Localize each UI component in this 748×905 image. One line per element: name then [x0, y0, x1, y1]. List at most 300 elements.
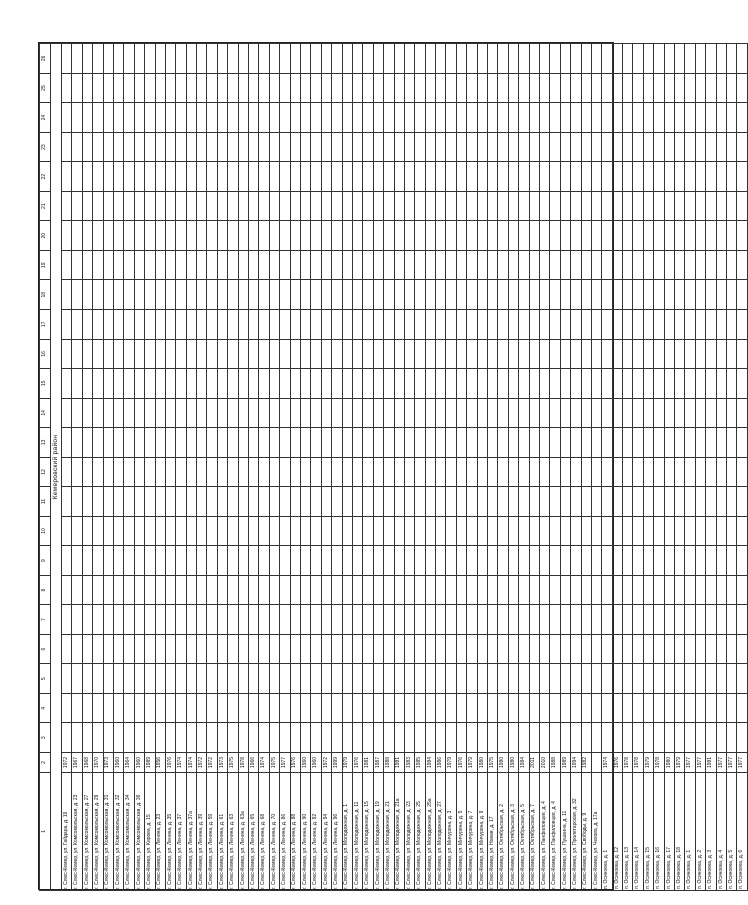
table-cell — [539, 339, 549, 369]
table-cell — [623, 516, 633, 546]
table-cell — [695, 634, 705, 664]
address-cell: п. Осиновка, д. 1 — [602, 773, 612, 891]
table-cell — [737, 339, 747, 369]
table-cell — [675, 44, 685, 74]
table-cell — [72, 280, 82, 310]
table-cell — [436, 221, 446, 251]
table-cell — [103, 487, 113, 517]
table-cell — [498, 191, 508, 221]
table-cell — [706, 428, 716, 458]
table-cell — [436, 634, 446, 664]
table-cell — [550, 103, 560, 133]
table-cell — [176, 73, 186, 103]
table-cell — [727, 575, 737, 605]
table-cell — [124, 723, 134, 753]
table-cell — [332, 575, 342, 605]
table-cell — [373, 723, 383, 753]
table-cell — [550, 339, 560, 369]
table-cell — [228, 44, 238, 74]
table-cell: 1974 — [602, 753, 612, 773]
table-cell — [259, 191, 269, 221]
table-cell — [197, 280, 207, 310]
table-cell — [727, 310, 737, 340]
table-cell — [155, 221, 165, 251]
table-cell — [269, 487, 279, 517]
table-cell — [217, 693, 227, 723]
table-cell — [404, 664, 414, 694]
table-cell — [300, 339, 310, 369]
table-cell — [124, 516, 134, 546]
table-cell — [134, 516, 144, 546]
table-cell — [280, 73, 290, 103]
table-cell — [477, 339, 487, 369]
table-cell — [134, 191, 144, 221]
address-cell: г. Слюс-Кемер, ул. Комсомольская, д. 34 — [124, 773, 134, 891]
table-cell — [321, 369, 331, 399]
table-cell — [321, 44, 331, 74]
table-cell — [467, 457, 477, 487]
table-cell — [352, 605, 362, 635]
table-cell — [519, 44, 529, 74]
table-cell — [82, 664, 92, 694]
table-cell — [363, 103, 373, 133]
table-row — [539, 44, 549, 891]
table-cell — [415, 575, 425, 605]
table-cell: 1966 — [249, 753, 259, 773]
table-cell — [72, 103, 82, 133]
table-cell — [197, 369, 207, 399]
table-cell — [695, 132, 705, 162]
address-cell: п. Осиновка, д. 15 — [643, 773, 653, 891]
table-cell — [633, 221, 643, 251]
table-cell — [560, 250, 570, 280]
table-cell — [290, 191, 300, 221]
table-cell — [321, 693, 331, 723]
table-cell — [488, 575, 498, 605]
table-cell — [623, 162, 633, 192]
table-cell — [155, 250, 165, 280]
table-cell — [82, 723, 92, 753]
table-cell — [217, 457, 227, 487]
table-cell — [72, 221, 82, 251]
table-cell — [332, 546, 342, 576]
table-cell — [716, 44, 726, 74]
table-cell — [228, 664, 238, 694]
table-cell — [488, 546, 498, 576]
table-cell — [446, 250, 456, 280]
table-cell — [737, 516, 747, 546]
address-cell: г. Слюс-Кемер, ул. Ленина, д. 65 — [249, 773, 259, 891]
table-cell — [363, 250, 373, 280]
table-cell — [488, 516, 498, 546]
table-cell: 1976 — [352, 753, 362, 773]
table-row — [290, 44, 300, 891]
table-cell — [404, 369, 414, 399]
table-cell — [695, 44, 705, 74]
table-cell — [727, 132, 737, 162]
table-cell — [384, 605, 394, 635]
table-cell — [685, 221, 695, 251]
table-cell — [571, 339, 581, 369]
table-cell — [352, 191, 362, 221]
table-cell — [62, 339, 72, 369]
table-cell — [508, 339, 518, 369]
address-cell: г. Слюс-Кемер, ул. Ленина, д. 92 — [311, 773, 321, 891]
table-cell — [217, 44, 227, 74]
table-cell — [165, 516, 175, 546]
table-cell — [695, 516, 705, 546]
table-cell — [456, 132, 466, 162]
table-cell — [113, 428, 123, 458]
table-cell — [280, 191, 290, 221]
table-cell — [217, 221, 227, 251]
table-cell — [228, 132, 238, 162]
table-cell: 1999 — [332, 753, 342, 773]
table-cell — [519, 487, 529, 517]
table-cell — [425, 280, 435, 310]
table-cell — [602, 428, 612, 458]
table-cell — [446, 428, 456, 458]
table-cell — [737, 428, 747, 458]
table-cell — [591, 605, 601, 635]
table-cell — [134, 723, 144, 753]
table-cell — [446, 221, 456, 251]
table-cell — [675, 605, 685, 635]
table-cell — [675, 103, 685, 133]
table-cell — [529, 723, 539, 753]
table-cell — [72, 162, 82, 192]
table-cell — [706, 516, 716, 546]
column-number: 1 — [40, 773, 51, 891]
table-cell — [280, 221, 290, 251]
table-cell: 1980 — [498, 753, 508, 773]
table-cell — [467, 191, 477, 221]
table-cell — [165, 250, 175, 280]
table-cell — [436, 132, 446, 162]
table-cell — [467, 575, 477, 605]
table-cell — [685, 487, 695, 517]
table-cell — [228, 398, 238, 428]
table-cell — [737, 162, 747, 192]
table-cell — [145, 280, 155, 310]
table-cell — [716, 369, 726, 399]
table-cell — [529, 191, 539, 221]
table-cell — [280, 162, 290, 192]
table-cell — [425, 132, 435, 162]
table-cell — [602, 73, 612, 103]
table-cell — [363, 310, 373, 340]
table-cell — [311, 191, 321, 221]
table-cell — [591, 103, 601, 133]
table-cell — [373, 103, 383, 133]
table-cell — [311, 132, 321, 162]
table-cell — [415, 44, 425, 74]
table-cell — [539, 664, 549, 694]
table-cell — [602, 664, 612, 694]
table-cell — [602, 457, 612, 487]
table-cell — [82, 44, 92, 74]
table-cell — [539, 310, 549, 340]
address-cell: г. Слюс-Кемер, ул. Октябрьская, д. 7 — [529, 773, 539, 891]
table-cell — [623, 723, 633, 753]
table-cell — [300, 398, 310, 428]
table-cell — [488, 132, 498, 162]
table-cell — [737, 44, 747, 74]
table-cell — [384, 44, 394, 74]
table-cell — [342, 457, 352, 487]
table-cell — [82, 428, 92, 458]
table-cell — [93, 398, 103, 428]
table-cell — [332, 605, 342, 635]
address-cell: п. Осиновка, д. 6 — [737, 773, 747, 891]
table-cell — [591, 516, 601, 546]
table-cell: 1960 — [134, 753, 144, 773]
table-cell — [72, 428, 82, 458]
table-cell — [238, 605, 248, 635]
table-cell — [394, 280, 404, 310]
table-cell — [685, 44, 695, 74]
column-number: 9 — [40, 546, 51, 576]
table-cell — [134, 457, 144, 487]
table-cell — [113, 664, 123, 694]
table-cell — [165, 693, 175, 723]
table-cell — [197, 664, 207, 694]
table-cell — [280, 103, 290, 133]
table-cell — [550, 369, 560, 399]
table-cell — [62, 221, 72, 251]
table-cell — [394, 103, 404, 133]
table-cell: 1972 — [197, 753, 207, 773]
table-cell — [145, 103, 155, 133]
table-cell — [539, 546, 549, 576]
table-cell — [519, 516, 529, 546]
table-cell — [290, 723, 300, 753]
table-cell — [612, 723, 622, 753]
table-cell — [623, 221, 633, 251]
column-number: 20 — [40, 221, 51, 251]
table-cell — [571, 221, 581, 251]
table-cell — [259, 487, 269, 517]
column-number: 10 — [40, 516, 51, 546]
table-cell — [249, 132, 259, 162]
table-cell — [550, 487, 560, 517]
table-cell — [249, 191, 259, 221]
table-cell — [290, 664, 300, 694]
table-cell — [113, 73, 123, 103]
table-cell — [228, 634, 238, 664]
table-cell — [727, 457, 737, 487]
table-cell — [664, 487, 674, 517]
table-cell — [498, 310, 508, 340]
address-cell: г. Слюс-Кемер, ул. Молодежная, д. 25 — [415, 773, 425, 891]
table-cell — [259, 457, 269, 487]
table-row — [238, 44, 248, 891]
table-cell: 1956 — [155, 753, 165, 773]
table-cell — [238, 575, 248, 605]
table-cell — [571, 575, 581, 605]
table-cell — [508, 605, 518, 635]
table-cell — [176, 369, 186, 399]
table-cell: 1981 — [706, 753, 716, 773]
table-cell — [508, 487, 518, 517]
table-cell — [737, 191, 747, 221]
table-cell: 1977 — [737, 753, 747, 773]
table-cell — [269, 250, 279, 280]
table-cell — [228, 516, 238, 546]
table-cell — [82, 310, 92, 340]
table-cell — [602, 546, 612, 576]
table-row — [103, 44, 113, 891]
table-cell — [280, 723, 290, 753]
table-cell — [373, 516, 383, 546]
table-cell — [415, 428, 425, 458]
table-cell — [93, 634, 103, 664]
table-cell — [134, 132, 144, 162]
table-cell — [332, 339, 342, 369]
table-cell — [82, 457, 92, 487]
address-cell: г. Слюс-Кемер, ул. Молодежная, д. 15 — [363, 773, 373, 891]
table-cell — [477, 191, 487, 221]
table-cell — [155, 605, 165, 635]
table-cell — [550, 516, 560, 546]
table-cell — [290, 132, 300, 162]
table-cell — [124, 310, 134, 340]
table-cell — [217, 398, 227, 428]
table-cell — [404, 634, 414, 664]
table-cell — [477, 664, 487, 694]
address-cell: г. Слюс-Кемер, ул. Ленина, д. 37а — [186, 773, 196, 891]
table-cell — [186, 221, 196, 251]
table-cell — [467, 664, 477, 694]
table-cell — [228, 162, 238, 192]
table-cell — [716, 250, 726, 280]
table-cell — [93, 132, 103, 162]
table-cell — [394, 250, 404, 280]
table-cell — [62, 546, 72, 576]
table-cell — [228, 73, 238, 103]
table-cell — [300, 546, 310, 576]
table-cell — [134, 103, 144, 133]
table-cell — [352, 634, 362, 664]
table-cell — [259, 605, 269, 635]
table-cell — [72, 310, 82, 340]
table-cell — [62, 664, 72, 694]
table-cell — [176, 546, 186, 576]
table-cell — [571, 634, 581, 664]
table-cell — [342, 132, 352, 162]
table-cell — [706, 44, 716, 74]
table-cell — [93, 310, 103, 340]
table-cell — [737, 487, 747, 517]
table-cell — [352, 310, 362, 340]
table-cell — [259, 280, 269, 310]
table-cell — [716, 693, 726, 723]
table-cell — [238, 723, 248, 753]
table-cell — [581, 132, 591, 162]
table-cell — [62, 398, 72, 428]
table-cell — [165, 398, 175, 428]
table-cell — [342, 634, 352, 664]
table-cell — [467, 487, 477, 517]
table-cell — [113, 369, 123, 399]
table-cell — [404, 250, 414, 280]
table-cell — [290, 516, 300, 546]
table-cell — [508, 457, 518, 487]
table-cell: 1960 — [300, 753, 310, 773]
address-cell: г. Слюс-Кемер, ул. Комсомольская, д. 32 — [113, 773, 123, 891]
table-cell — [727, 516, 737, 546]
table-cell — [685, 73, 695, 103]
table-cell: 1978 — [238, 753, 248, 773]
table-cell — [560, 369, 570, 399]
table-cell — [529, 487, 539, 517]
column-number: 21 — [40, 191, 51, 221]
address-cell: п. Осиновка, д. 12 — [612, 773, 622, 891]
table-cell — [602, 634, 612, 664]
address-cell: п. Осиновка, д. 17 — [664, 773, 674, 891]
table-cell — [311, 428, 321, 458]
table-cell — [643, 280, 653, 310]
table-cell — [602, 487, 612, 517]
table-cell — [529, 103, 539, 133]
table-cell: 1976 — [456, 753, 466, 773]
table-cell — [623, 280, 633, 310]
table-cell — [654, 103, 664, 133]
table-cell — [550, 191, 560, 221]
table-row — [145, 44, 155, 891]
table-row — [550, 44, 560, 891]
table-cell — [82, 575, 92, 605]
address-cell: г. Слюс-Кемер, ул. Мичурина, д. 7 — [467, 773, 477, 891]
table-cell — [93, 191, 103, 221]
table-cell — [623, 398, 633, 428]
table-cell — [425, 664, 435, 694]
table-row — [113, 44, 123, 891]
table-cell — [352, 162, 362, 192]
table-cell — [124, 546, 134, 576]
table-cell: 1973 — [103, 753, 113, 773]
table-cell — [519, 693, 529, 723]
table-cell — [280, 250, 290, 280]
table-cell — [134, 546, 144, 576]
table-cell — [145, 250, 155, 280]
table-cell — [124, 132, 134, 162]
table-cell — [519, 280, 529, 310]
table-cell — [93, 339, 103, 369]
table-cell — [560, 191, 570, 221]
table-cell: 1981 — [394, 753, 404, 773]
table-cell — [508, 44, 518, 74]
table-cell — [415, 546, 425, 576]
table-cell — [612, 693, 622, 723]
table-cell — [332, 191, 342, 221]
table-cell — [550, 132, 560, 162]
table-cell — [633, 516, 643, 546]
table-cell — [332, 310, 342, 340]
table-cell — [384, 221, 394, 251]
table-cell — [488, 73, 498, 103]
table-cell — [477, 280, 487, 310]
table-cell — [311, 339, 321, 369]
table-cell — [727, 221, 737, 251]
table-cell — [664, 250, 674, 280]
table-cell — [623, 132, 633, 162]
table-cell — [602, 605, 612, 635]
table-cell — [72, 73, 82, 103]
table-cell — [352, 369, 362, 399]
table-cell — [550, 546, 560, 576]
table-cell — [332, 369, 342, 399]
